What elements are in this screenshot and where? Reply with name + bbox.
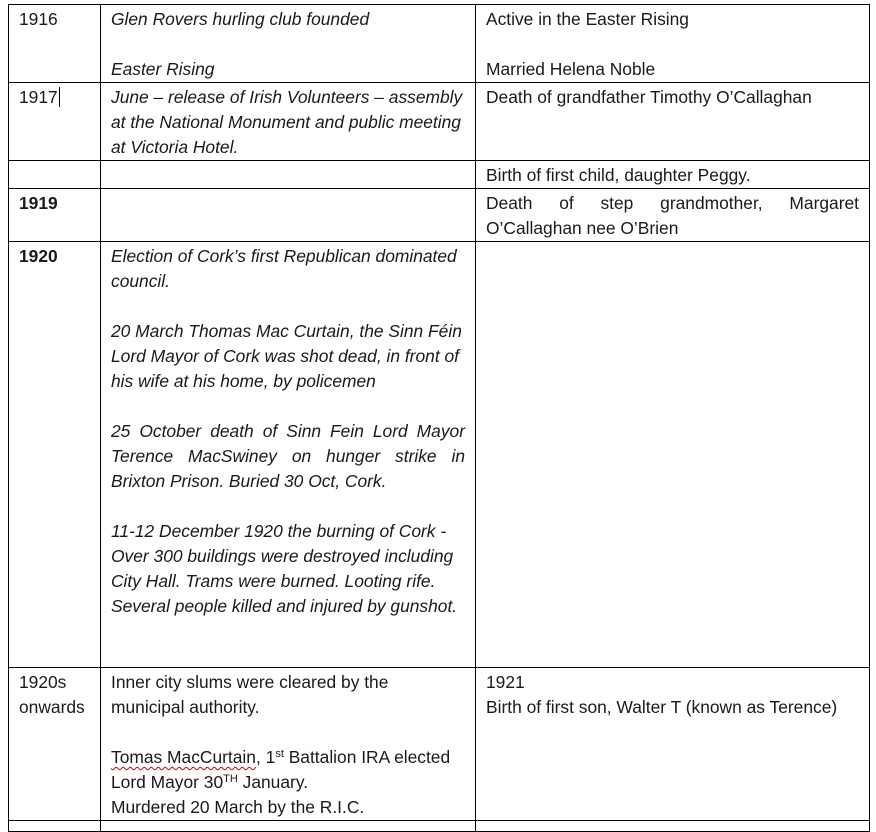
personal-cell (476, 83, 870, 161)
timeline-table (8, 4, 870, 832)
personal-cell (476, 242, 870, 668)
events-cell (101, 161, 476, 189)
personal-cell (476, 821, 870, 832)
year-cell[interactable] (9, 83, 101, 161)
events-cell (101, 242, 476, 668)
personal-cell (476, 161, 870, 189)
events-cell (101, 821, 476, 832)
event-text: Glen Rovers hurling club founded (111, 9, 370, 29)
personal-cell (476, 189, 870, 242)
event-text: 20 March Thomas Mac Curtain, the Sinn Féin Lord Mayor of Cork was shot dead, in front of his wife at his home, by policemen (111, 321, 462, 391)
personal-text: Married Helena Noble (486, 59, 656, 79)
personal-text: Death of step grandmother, Margaret O’Callaghan nee O’Brien (486, 193, 859, 238)
table-row (9, 668, 870, 821)
year-text: onwards (19, 697, 85, 717)
table-row (9, 5, 870, 83)
table-row (9, 821, 870, 832)
year-text: 1916 (19, 9, 58, 29)
personal-text: Birth of first son, Walter T (known as Terence) (486, 697, 838, 717)
year-text: 1920 (19, 246, 58, 266)
year-text: 1920s (19, 672, 67, 692)
year-cell (9, 161, 101, 189)
personal-cell (476, 5, 870, 83)
event-text: Election of Cork’s first Republican dominated council. (111, 246, 457, 291)
spellcheck-word[interactable]: Tomas MacCurtain (111, 747, 256, 767)
year-text: 1917 (19, 87, 58, 107)
event-text: Inner city slums were cleared by the municipal authority. (111, 672, 389, 717)
events-cell (101, 189, 476, 242)
event-text: Easter Rising (111, 59, 215, 79)
table-row (9, 161, 870, 189)
year-cell (9, 189, 101, 242)
year-text: 1919 (19, 193, 58, 213)
personal-cell (476, 668, 870, 821)
table-row (9, 189, 870, 242)
personal-year: 1921 (486, 672, 525, 692)
personal-text: Death of grandfather Timothy O’Callaghan (486, 87, 812, 107)
year-cell (9, 668, 101, 821)
events-cell (101, 83, 476, 161)
table-row (9, 242, 870, 668)
personal-text: Birth of first child, daughter Peggy. (486, 165, 751, 185)
table-row (9, 83, 870, 161)
events-cell (101, 668, 476, 821)
personal-text: Active in the Easter Rising (486, 9, 689, 29)
event-text: Tomas MacCurtain, 1st Battalion IRA elected Lord Mayor 30TH January. Murdered 20 March by the R.I.C. (111, 747, 451, 817)
year-cell (9, 242, 101, 668)
events-cell (101, 5, 476, 83)
year-cell (9, 5, 101, 83)
event-text: June – release of Irish Volunteers – assembly at the National Monument and public meeting at Victoria Hotel. (111, 87, 463, 157)
event-text: 11-12 December 1920 the burning of Cork - Over 300 buildings were destroyed including City Hall. Trams were burned. Looting rife. Several people killed and injured by gunshot. (111, 521, 458, 616)
year-cell (9, 821, 101, 832)
event-text: 25 October death of Sinn Fein Lord Mayor Terence MacSwiney on hunger strike in Brixton Prison. Buried 30 Oct, Cork. (111, 421, 465, 491)
